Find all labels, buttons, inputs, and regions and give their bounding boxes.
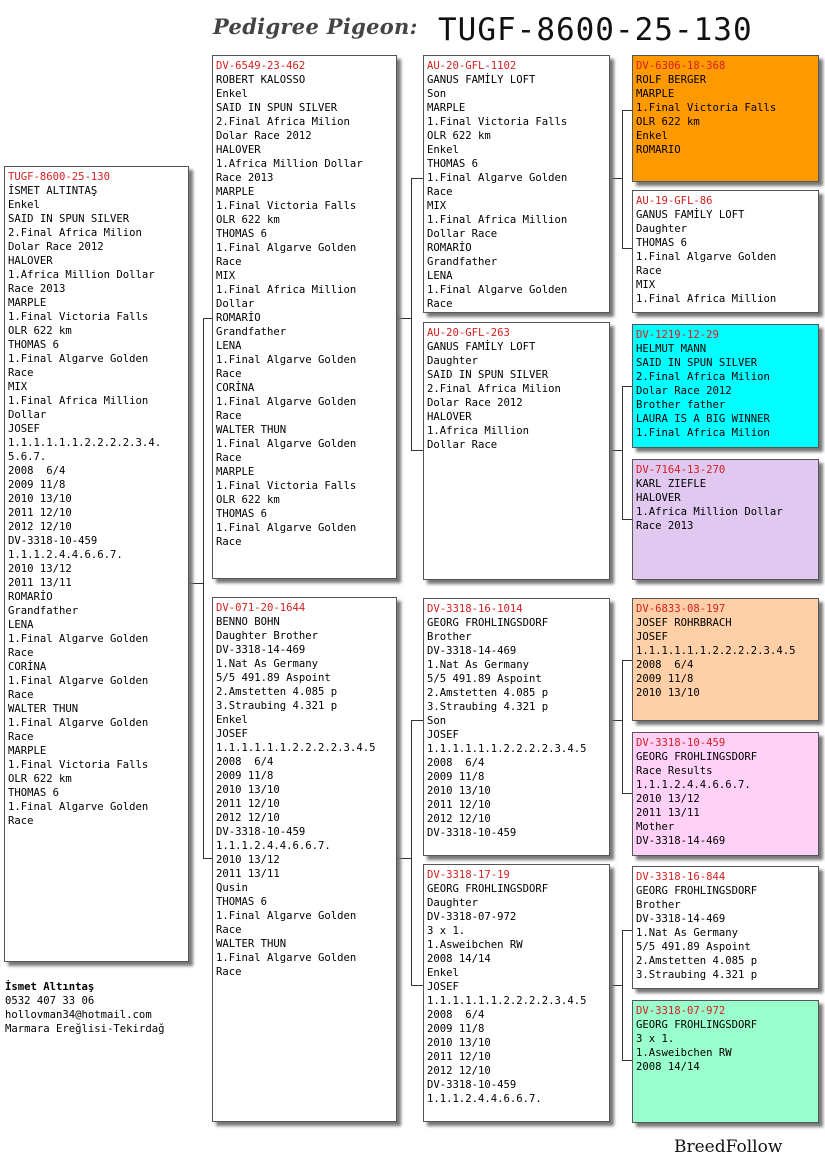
pedigree-line: 1.Final Algarve Golden xyxy=(8,675,149,687)
ring-number: DV-1219-12-29 xyxy=(636,329,719,341)
pedigree-line: 1.Africa Million Dollar xyxy=(636,506,783,518)
pedigree-line: MARPLE xyxy=(216,466,255,478)
connector-ss-stem xyxy=(610,178,622,179)
pedigree-line: JOSEF xyxy=(427,981,459,993)
pedigree-line: 2012 12/10 xyxy=(427,813,491,825)
pedigree-line: OLR 622 km xyxy=(427,130,491,142)
ring-number: TUGF-8600-25-130 xyxy=(8,171,111,183)
connector-to-sd xyxy=(411,450,423,451)
pedigree-line: 1.Final Victoria Falls xyxy=(427,116,568,128)
pedigree-line: 2009 11/8 xyxy=(636,673,694,685)
pedigree-line: 2008 6/4 xyxy=(427,757,485,769)
pedigree-line: GANUS FAMİLY LOFT xyxy=(427,74,536,86)
ddd-card xyxy=(632,1000,819,1123)
pedigree-line: HALOVER xyxy=(216,144,261,156)
ring-number: DV-3318-07-972 xyxy=(636,1005,726,1017)
pedigree-line: 2010 13/12 xyxy=(636,793,700,805)
subject-ring-number: TUGF-8600-25-130 xyxy=(438,12,753,48)
pedigree-line: THOMAS 6 xyxy=(216,228,268,240)
pedigree-line: Race xyxy=(636,265,662,277)
pedigree-line: SAID IN SPUN SILVER xyxy=(636,357,758,369)
owner-name: İsmet Altıntaş xyxy=(5,981,95,993)
pedigree-line: GEORG FROHLINGSDORF xyxy=(427,883,549,895)
pedigree-line: 5/5 491.89 Aspoint xyxy=(636,941,751,953)
pedigree-line: 1.Final Africa Million xyxy=(427,214,568,226)
pedigree-line: 1.Nat As Germany xyxy=(216,658,319,670)
pedigree-line: 1.Final Algarve Golden xyxy=(216,952,357,964)
dds-card xyxy=(632,866,819,989)
pedigree-line: 2008 6/4 xyxy=(216,756,274,768)
pedigree-line: Race xyxy=(8,647,34,659)
pedigree-line: DV-3318-14-469 xyxy=(636,835,726,847)
pedigree-line: Race xyxy=(216,452,242,464)
pedigree-line: 1.1.1.1.1.1.2.2.2.2.3.4. xyxy=(8,437,162,449)
brand-watermark: BreedFollow xyxy=(674,1137,783,1157)
ring-number: DV-6306-18-368 xyxy=(636,60,726,72)
pedigree-line: GANUS FAMİLY LOFT xyxy=(636,209,745,221)
pedigree-line: JOSEF xyxy=(8,423,40,435)
pedigree-line: MARPLE xyxy=(636,88,675,100)
pedigree-line: Race xyxy=(8,367,34,379)
pedigree-line: MARPLE xyxy=(8,297,47,309)
pedigree-line: 2008 6/4 xyxy=(636,659,694,671)
pedigree-line: 1.1.1.2.4.4.6.6.7. xyxy=(8,549,123,561)
pedigree-line: Enkel xyxy=(8,199,40,211)
pedigree-line: 1.Africa Million xyxy=(427,425,530,437)
connector-sire-stem xyxy=(397,318,411,319)
connector-to-sss xyxy=(622,110,632,111)
pedigree-line: THOMAS 6 xyxy=(8,339,60,351)
connector-to-dds xyxy=(622,930,632,931)
pedigree-line: 1.Final Algarve Golden xyxy=(8,801,149,813)
pedigree-line: 1.Nat As Germany xyxy=(636,927,739,939)
pedigree-line: 3.Straubing 4.321 p xyxy=(427,701,549,713)
pedigree-line: HELMUT MANN xyxy=(636,343,707,355)
pedigree-line: ROMARIO xyxy=(636,144,681,156)
pedigree-line: 2009 11/8 xyxy=(427,771,485,783)
pedigree-line: GEORG FROHLINGSDORF xyxy=(636,1019,758,1031)
pedigree-line: LENA xyxy=(427,270,453,282)
pedigree-line: SAID IN SPUN SILVER xyxy=(427,369,549,381)
pedigree-line: 2010 13/10 xyxy=(427,785,491,797)
pedigree-line: Dollar xyxy=(216,298,255,310)
pedigree-line: 2012 12/10 xyxy=(427,1065,491,1077)
pedigree-line: 1.Africa Million Dollar xyxy=(8,269,155,281)
pedigree-line: GEORG FROHLINGSDORF xyxy=(636,885,758,897)
pedigree-line: SAID IN SPUN SILVER xyxy=(8,213,130,225)
pedigree-line: THOMAS 6 xyxy=(216,896,268,908)
pedigree-line: Race xyxy=(216,368,242,380)
pedigree-line: JOSEF xyxy=(427,729,459,741)
dam-dam-card xyxy=(423,864,610,1122)
pedigree-line: Race xyxy=(427,186,453,198)
sdd-card xyxy=(632,459,819,580)
pedigree-line: 2010 13/10 xyxy=(427,1037,491,1049)
pedigree-line: 2008 14/14 xyxy=(636,1061,700,1073)
pedigree-line: 2012 12/10 xyxy=(8,521,72,533)
pedigree-line: GEORG FROHLINGSDORF xyxy=(427,617,549,629)
ring-number: DV-3318-10-459 xyxy=(636,737,726,749)
pedigree-line: 1.1.1.1.1.1.2.2.2.2.3.4.5 xyxy=(636,645,796,657)
pedigree-line: 2011 12/10 xyxy=(427,799,491,811)
connector-to-dam xyxy=(203,858,212,859)
connector-to-dsd xyxy=(622,793,632,794)
connector-sire-vertical xyxy=(411,178,412,450)
pedigree-line: Brother xyxy=(427,631,472,643)
pedigree-line: OLR 622 km xyxy=(636,116,700,128)
pedigree-line: 2012 12/10 xyxy=(216,812,280,824)
connector-to-sds xyxy=(622,386,632,387)
pedigree-line: 1.Final Algarve Golden xyxy=(216,910,357,922)
pedigree-line: JOSEF xyxy=(216,728,248,740)
pedigree-line: THOMAS 6 xyxy=(8,787,60,799)
pedigree-line: Son xyxy=(427,715,447,727)
pedigree-line: 2011 13/11 xyxy=(636,807,700,819)
connector-ss-vertical xyxy=(622,110,623,248)
connector-to-dss xyxy=(622,660,632,661)
pedigree-line: 2.Amstetten 4.085 p xyxy=(216,686,338,698)
pedigree-line: 2009 11/8 xyxy=(216,770,274,782)
pedigree-line: Daughter xyxy=(427,355,479,367)
pedigree-line: WALTER THUN xyxy=(216,424,287,436)
pedigree-line: Qusin xyxy=(216,882,248,894)
dss-card xyxy=(632,598,819,721)
pedigree-line: Grandfather xyxy=(427,256,498,268)
pedigree-line: 1.1.1.2.4.4.6.6.7. xyxy=(636,779,751,791)
pedigree-line: Grandfather xyxy=(216,326,287,338)
pedigree-line: 1.Final Africa Milion xyxy=(636,427,770,439)
connector-to-sire xyxy=(203,318,212,319)
pedigree-line: DV-3318-14-469 xyxy=(427,645,517,657)
pedigree-line: 5/5 491.89 Aspoint xyxy=(427,673,542,685)
pedigree-line: 1.Africa Million Dollar xyxy=(216,158,363,170)
pedigree-line: 2011 12/10 xyxy=(8,507,72,519)
connector-sd-stem xyxy=(610,450,622,451)
pedigree-line: DV-3318-10-459 xyxy=(216,826,306,838)
pedigree-line: JOSEF ROHRBRACH xyxy=(636,617,732,629)
pedigree-line: Race xyxy=(216,966,242,978)
pedigree-line: 2010 13/10 xyxy=(216,784,280,796)
ring-number: DV-6549-23-462 xyxy=(216,60,306,72)
pedigree-line: 1.Final Victoria Falls xyxy=(8,311,149,323)
sds-card xyxy=(632,324,819,448)
pedigree-line: 3.Straubing 4.321 p xyxy=(216,700,338,712)
pedigree-line: Dollar xyxy=(8,409,47,421)
pedigree-line: GANUS FAMİLY LOFT xyxy=(427,341,536,353)
owner-info xyxy=(5,980,164,1036)
pedigree-line: LENA xyxy=(216,340,242,352)
pedigree-line: DV-3318-14-469 xyxy=(636,913,726,925)
pedigree-line: WALTER THUN xyxy=(8,703,79,715)
pedigree-line: OLR 622 km xyxy=(216,214,280,226)
pedigree-line: HALOVER xyxy=(427,411,472,423)
pedigree-line: 5.6.7. xyxy=(8,451,47,463)
pedigree-line: Daughter xyxy=(427,897,479,909)
connector-to-sdd xyxy=(622,519,632,520)
pedigree-line: 1.Asweibchen RW xyxy=(636,1047,732,1059)
pedigree-line: DV-3318-10-459 xyxy=(427,1079,517,1091)
pedigree-line: ROLF BERGER xyxy=(636,74,707,86)
pedigree-line: 1.Final Algarve Golden xyxy=(216,354,357,366)
ring-number: DV-6833-08-197 xyxy=(636,603,726,615)
pedigree-line: 3 x 1. xyxy=(636,1033,675,1045)
pedigree-line: 1.1.1.1.1.1.2.2.2.2.3.4.5 xyxy=(216,742,376,754)
ring-number: AU-19-GFL-86 xyxy=(636,195,713,207)
pedigree-line: Dollar Race xyxy=(427,228,498,240)
pedigree-line: 5/5 491.89 Aspoint xyxy=(216,672,331,684)
pedigree-line: 2.Final Africa Milion xyxy=(427,383,561,395)
pedigree-line: DV-3318-07-972 xyxy=(427,911,517,923)
pedigree-line: OLR 622 km xyxy=(216,494,280,506)
pedigree-line: 1.Final Algarve Golden xyxy=(216,396,357,408)
pedigree-line: 1.Final Algarve Golden xyxy=(8,717,149,729)
pedigree-line: 2.Final Africa Milion xyxy=(636,371,770,383)
pedigree-line: Race Results xyxy=(636,765,713,777)
pedigree-line: 2.Amstetten 4.085 p xyxy=(636,955,758,967)
pedigree-line: Daughter xyxy=(636,223,688,235)
pedigree-line: Brother xyxy=(636,899,681,911)
pedigree-line: ROMARİO xyxy=(8,591,53,603)
pedigree-line: Enkel xyxy=(427,144,459,156)
ring-number: AU-20-GFL-263 xyxy=(427,327,510,339)
sire-dam-card xyxy=(423,322,610,580)
pedigree-line: Race 2013 xyxy=(8,283,66,295)
pedigree-line: 1.Final Algarve Golden xyxy=(216,438,357,450)
connector-to-ss xyxy=(411,178,423,179)
pedigree-line: Enkel xyxy=(427,967,459,979)
pedigree-line: MARPLE xyxy=(216,186,255,198)
pedigree-line: MIX xyxy=(636,279,656,291)
pedigree-line: Race xyxy=(8,689,34,701)
pedigree-line: 2011 12/10 xyxy=(216,798,280,810)
pedigree-line: Race xyxy=(216,536,242,548)
connector-ds-vertical xyxy=(622,660,623,793)
pedigree-line: 2011 13/11 xyxy=(216,868,280,880)
pedigree-line: 1.Final Algarve Golden xyxy=(216,522,357,534)
sire-sire-card xyxy=(423,55,610,313)
pedigree-line: 1.Final Algarve Golden xyxy=(427,284,568,296)
owner-email[interactable]: hollovman34@hotmail.com xyxy=(5,1009,152,1021)
pedigree-line: SAID IN SPUN SILVER xyxy=(216,102,338,114)
pedigree-line: BENNO BOHN xyxy=(216,616,280,628)
pedigree-line: 1.1.1.1.1.1.2.2.2.2.3.4.5 xyxy=(427,743,587,755)
pedigree-line: 1.Final Victoria Falls xyxy=(216,480,357,492)
pedigree-line: 1.1.1.2.4.4.6.6.7. xyxy=(427,1093,542,1105)
pedigree-line: 2010 13/10 xyxy=(636,687,700,699)
pedigree-line: LAURA IS A BIG WINNER xyxy=(636,413,770,425)
sire-card xyxy=(212,55,397,579)
pedigree-line: 2.Final Africa Milion xyxy=(8,227,142,239)
pedigree-line: 1.1.1.1.1.1.2.2.2.2.3.4.5 xyxy=(427,995,587,1007)
pedigree-line: DV-3318-14-469 xyxy=(216,644,306,656)
pedigree-line: THOMAS 6 xyxy=(636,237,688,249)
ring-number: DV-3318-16-1014 xyxy=(427,603,523,615)
connector-subject-stem xyxy=(189,583,203,584)
pedigree-line: JOSEF xyxy=(636,631,668,643)
pedigree-line: DV-3318-10-459 xyxy=(8,535,98,547)
pedigree-line: Dolar Race 2012 xyxy=(216,130,312,142)
pedigree-line: 2008 6/4 xyxy=(8,465,66,477)
connector-subject-vertical xyxy=(203,318,204,858)
pedigree-label: Pedigree Pigeon: xyxy=(213,14,418,39)
dam-sire-card xyxy=(423,598,610,856)
ring-number: DV-3318-16-844 xyxy=(636,871,726,883)
ring-number: AU-20-GFL-1102 xyxy=(427,60,517,72)
pedigree-line: Race xyxy=(427,298,453,310)
dam-card xyxy=(212,597,397,1122)
connector-to-ssd xyxy=(622,248,632,249)
pedigree-line: MIX xyxy=(216,270,236,282)
pedigree-line: 1.Final Victoria Falls xyxy=(8,759,149,771)
pedigree-line: Dollar Race xyxy=(427,439,498,451)
pedigree-line: Son xyxy=(427,88,447,100)
sss-card xyxy=(632,55,819,182)
pedigree-line: GEORG FROHLINGSDORF xyxy=(636,751,758,763)
ring-number: DV-3318-17-19 xyxy=(427,869,510,881)
pedigree-line: Brother father xyxy=(636,399,726,411)
pedigree-line: 2009 11/8 xyxy=(8,479,66,491)
pedigree-line: MIX xyxy=(427,200,447,212)
dsd-card xyxy=(632,732,819,856)
pedigree-line: MARPLE xyxy=(8,745,47,757)
pedigree-line: 1.Nat As Germany xyxy=(427,659,530,671)
pedigree-line: 1.Final Algarve Golden xyxy=(636,251,777,263)
pedigree-line: 3 x 1. xyxy=(427,925,466,937)
pedigree-line: Race xyxy=(216,256,242,268)
pedigree-line: Race xyxy=(8,815,34,827)
pedigree-line: 1.Final Algarve Golden xyxy=(8,633,149,645)
pedigree-line: 1.Final Algarve Golden xyxy=(8,353,149,365)
pedigree-line: Dolar Race 2012 xyxy=(8,241,104,253)
pedigree-line: DV-3318-10-459 xyxy=(427,827,517,839)
pedigree-line: CORİNA xyxy=(216,382,255,394)
pedigree-line: ROBERT KALOSSO xyxy=(216,74,306,86)
subject-pigeon-card xyxy=(4,166,189,962)
pedigree-line: THOMAS 6 xyxy=(427,158,479,170)
pedigree-line: Enkel xyxy=(216,88,248,100)
pedigree-line: ROMARİO xyxy=(216,312,261,324)
pedigree-line: THOMAS 6 xyxy=(216,508,268,520)
pedigree-line: CORİNA xyxy=(8,661,47,673)
pedigree-line: Dolar Race 2012 xyxy=(427,397,523,409)
pedigree-line: 2011 12/10 xyxy=(427,1051,491,1063)
pedigree-line: Dolar Race 2012 xyxy=(636,385,732,397)
connector-sd-vertical xyxy=(622,386,623,519)
connector-to-dd xyxy=(411,985,423,986)
connector-dam-stem xyxy=(397,858,411,859)
pedigree-line: 2009 11/8 xyxy=(427,1023,485,1035)
connector-dam-vertical xyxy=(411,720,412,985)
pedigree-line: Race xyxy=(216,410,242,422)
ring-number: DV-071-20-1644 xyxy=(216,602,306,614)
pedigree-line: 1.Final Victoria Falls xyxy=(636,102,777,114)
pedigree-line: LENA xyxy=(8,619,34,631)
connector-dd-vertical xyxy=(622,930,623,1060)
connector-ds-stem xyxy=(610,720,622,721)
pedigree-line: OLR 622 km xyxy=(8,773,72,785)
pedigree-line: Race 2013 xyxy=(216,172,274,184)
pedigree-line: KARL ZIEFLE xyxy=(636,478,707,490)
pedigree-line: 1.1.1.2.4.4.6.6.7. xyxy=(216,840,331,852)
pedigree-line: 1.Final Algarve Golden xyxy=(427,172,568,184)
pedigree-line: 2.Final Africa Milion xyxy=(216,116,350,128)
pedigree-line: 2010 13/10 xyxy=(8,493,72,505)
pedigree-line: 2010 13/12 xyxy=(216,854,280,866)
ring-number: DV-7164-13-270 xyxy=(636,464,726,476)
pedigree-line: OLR 622 km xyxy=(8,325,72,337)
connector-dd-stem xyxy=(610,985,622,986)
pedigree-line: Race xyxy=(216,924,242,936)
ssd-card xyxy=(632,190,819,313)
pedigree-line: Daughter Brother xyxy=(216,630,319,642)
pedigree-line: MARPLE xyxy=(427,102,466,114)
pedigree-line: Mother xyxy=(636,821,675,833)
pedigree-line: ROMARİO xyxy=(427,242,472,254)
pedigree-line: WALTER THUN xyxy=(216,938,287,950)
pedigree-line: 2011 13/11 xyxy=(8,577,72,589)
pedigree-line: MIX xyxy=(8,381,28,393)
pedigree-line: 1.Final Africa Million xyxy=(8,395,149,407)
pedigree-line: 1.Final Victoria Falls xyxy=(216,200,357,212)
pedigree-line: Race 2013 xyxy=(636,520,694,532)
pedigree-line: 2.Amstetten 4.085 p xyxy=(427,687,549,699)
pedigree-line: HALOVER xyxy=(636,492,681,504)
pedigree-line: Grandfather xyxy=(8,605,79,617)
pedigree-line: Enkel xyxy=(636,130,668,142)
pedigree-line: 1.Asweibchen RW xyxy=(427,939,523,951)
owner-phone: 0532 407 33 06 xyxy=(5,995,95,1007)
pedigree-line: HALOVER xyxy=(8,255,53,267)
pedigree-line: 2010 13/12 xyxy=(8,563,72,575)
pedigree-line: 1.Final Africa Million xyxy=(216,284,357,296)
pedigree-line: Race xyxy=(8,731,34,743)
connector-to-ddd xyxy=(622,1060,632,1061)
pedigree-line: 2008 14/14 xyxy=(427,953,491,965)
connector-to-ds xyxy=(411,720,423,721)
pedigree-line: Enkel xyxy=(216,714,248,726)
pedigree-line: 1.Final Algarve Golden xyxy=(216,242,357,254)
pedigree-line: 1.Final Africa Million xyxy=(636,293,777,305)
pedigree-line: İSMET ALTINTAŞ xyxy=(8,185,98,197)
owner-city: Marmara Ereğlisi-Tekirdağ xyxy=(5,1023,165,1035)
pedigree-line: 2008 6/4 xyxy=(427,1009,485,1021)
pedigree-line: 3.Straubing 4.321 p xyxy=(636,969,758,981)
